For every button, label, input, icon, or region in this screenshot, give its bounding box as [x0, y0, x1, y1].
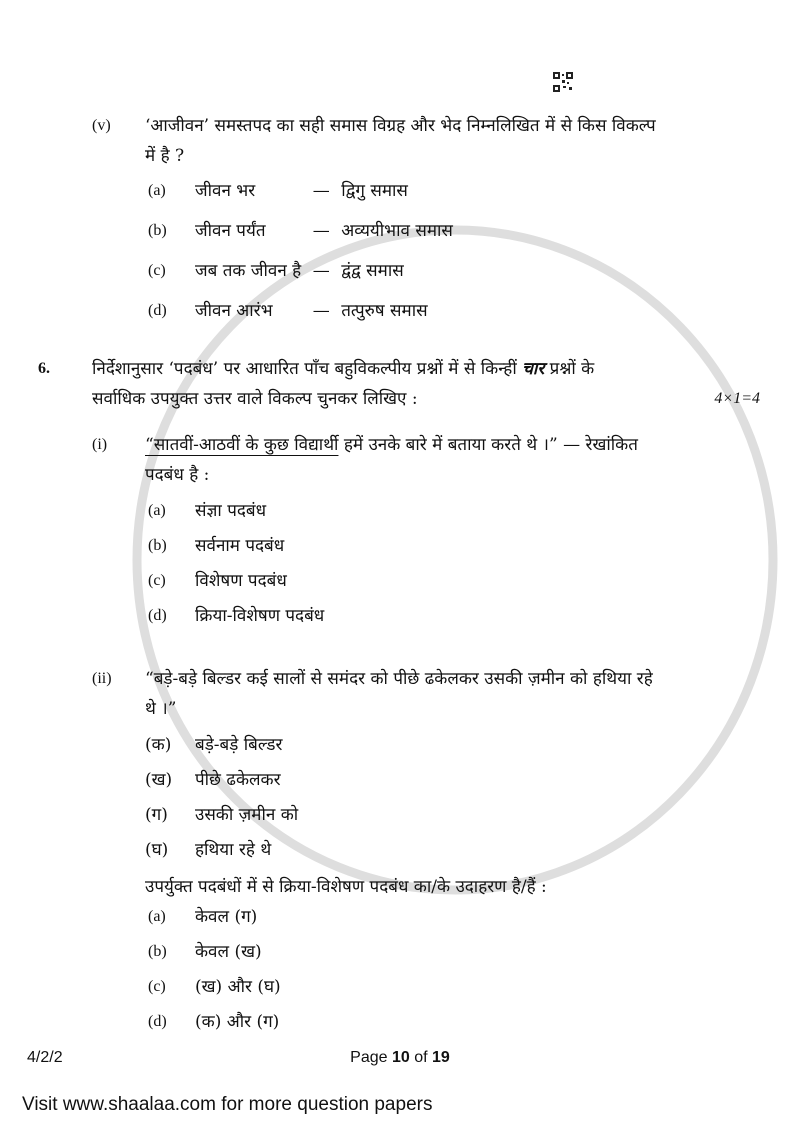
option-text: जीवन आरंभ — [195, 301, 273, 321]
question-text — [92, 354, 760, 414]
phrase-text: बड़े-बड़े बिल्डर — [195, 735, 283, 755]
question-6-i — [0, 430, 800, 627]
question-text — [145, 664, 760, 724]
options — [148, 906, 800, 1033]
question-6-ii — [0, 664, 800, 1033]
option-text: संज्ञा पदबंध — [195, 501, 267, 521]
option-label: (d) — [148, 607, 167, 624]
question-text: उपर्युक्त पदबंधों में से क्रिया-विशेषण पदबंध का/के उदाहरण है/हैं : — [145, 877, 547, 897]
dash: — — [312, 261, 330, 281]
option-text: विशेषण पदबंध — [195, 571, 287, 591]
option-type: अव्ययीभाव समास — [341, 221, 453, 241]
option-text: सर्वनाम पदबंध — [195, 536, 285, 556]
option-text: केवल (ग) — [195, 907, 258, 927]
option-type: तत्पुरुष समास — [341, 301, 428, 321]
text-part: सर्वाधिक उपयुक्त उत्तर वाले विकल्प चुनकर लिखिए : — [92, 389, 418, 409]
current-page: 10 — [391, 1049, 410, 1066]
page-of: of — [409, 1049, 433, 1066]
options — [148, 500, 800, 627]
option-type: द्विगु समास — [341, 181, 408, 201]
option-label: (a) — [148, 502, 166, 519]
option-label: (c) — [148, 572, 166, 589]
option-type: द्वंद्व समास — [341, 261, 404, 281]
option-text: (ख) और (घ) — [195, 977, 281, 997]
option-text: (क) और (ग) — [195, 1012, 280, 1032]
option-label: (a) — [148, 182, 166, 199]
question-line: में है ? — [145, 146, 185, 166]
phrase-text: पीछे ढकेलकर — [195, 770, 281, 790]
option-label: (b) — [148, 943, 167, 960]
question-label: (ii) — [92, 670, 112, 687]
question-line: “बड़े-बड़े बिल्डर कई सालों से समंदर को पीछे ढकेलकर उसकी ज़मीन को हथिया रहे — [145, 669, 653, 689]
question-number: 6. — [38, 360, 50, 377]
dash: — — [312, 221, 330, 241]
option-label: (a) — [148, 908, 166, 925]
option-text: क्रिया-विशेषण पदबंध — [195, 606, 325, 626]
phrase-label: (क) — [145, 735, 172, 755]
question-6 — [0, 354, 800, 1033]
option-label: (c) — [148, 262, 166, 279]
question-line: पदबंध है : — [145, 465, 210, 485]
page-prefix: Page — [350, 1049, 392, 1066]
question-line — [92, 354, 760, 384]
emphasis-text: चार — [522, 359, 545, 379]
option-text: केवल (ख) — [195, 942, 262, 962]
question-label: (v) — [92, 117, 111, 134]
page-number — [300, 1047, 500, 1069]
marks: 4×1=4 — [714, 390, 760, 407]
dash: — — [312, 301, 330, 321]
footer — [0, 1047, 800, 1069]
underlined-phrase: “सातवीं-आठवीं के कुछ विद्यार्थी — [145, 435, 339, 455]
option-text: जब तक जीवन है — [195, 261, 302, 281]
option-label: (d) — [148, 1013, 167, 1030]
total-pages: 19 — [432, 1049, 450, 1066]
text-part: हमें उनके बारे में बताया करते थे ।” — रेखांकित — [338, 435, 638, 455]
question-line — [145, 430, 760, 460]
question-5-v — [0, 111, 800, 322]
text-part: प्रश्नों के — [544, 359, 595, 379]
dash: — — [312, 181, 330, 201]
phrase-text: हथिया रहे थे — [195, 840, 272, 860]
phrases — [145, 734, 800, 861]
phrase-text: उसकी ज़मीन को — [195, 805, 299, 825]
option-label: (b) — [148, 537, 167, 554]
visit-banner: Visit www.shaalaa.com for more question papers — [22, 1094, 433, 1115]
option-label: (d) — [148, 302, 167, 319]
options — [148, 180, 800, 322]
option-text: जीवन भर — [195, 181, 256, 201]
question-label: (i) — [92, 436, 108, 453]
question-text — [145, 430, 760, 490]
text-part: निर्देशानुसार ‘पदबंध’ पर आधारित पाँच बहुविकल्पीय प्रश्नों में से किन्हीं — [92, 359, 523, 379]
option-label: (c) — [148, 978, 166, 995]
paper-code: 4/2/2 — [27, 1049, 63, 1066]
question-line: थे ।” — [145, 699, 177, 719]
phrase-label: (घ) — [145, 840, 169, 860]
question-line: ‘आजीवन’ समस्तपद का सही समास विग्रह और भेद निम्नलिखित में से किस विकल्प — [145, 116, 656, 136]
phrase-label: (ग) — [145, 805, 168, 825]
question-text — [145, 111, 730, 171]
phrase-label: (ख) — [145, 770, 173, 790]
option-text: जीवन पर्यंत — [195, 221, 266, 241]
option-label: (b) — [148, 222, 167, 239]
question-line — [92, 384, 760, 414]
